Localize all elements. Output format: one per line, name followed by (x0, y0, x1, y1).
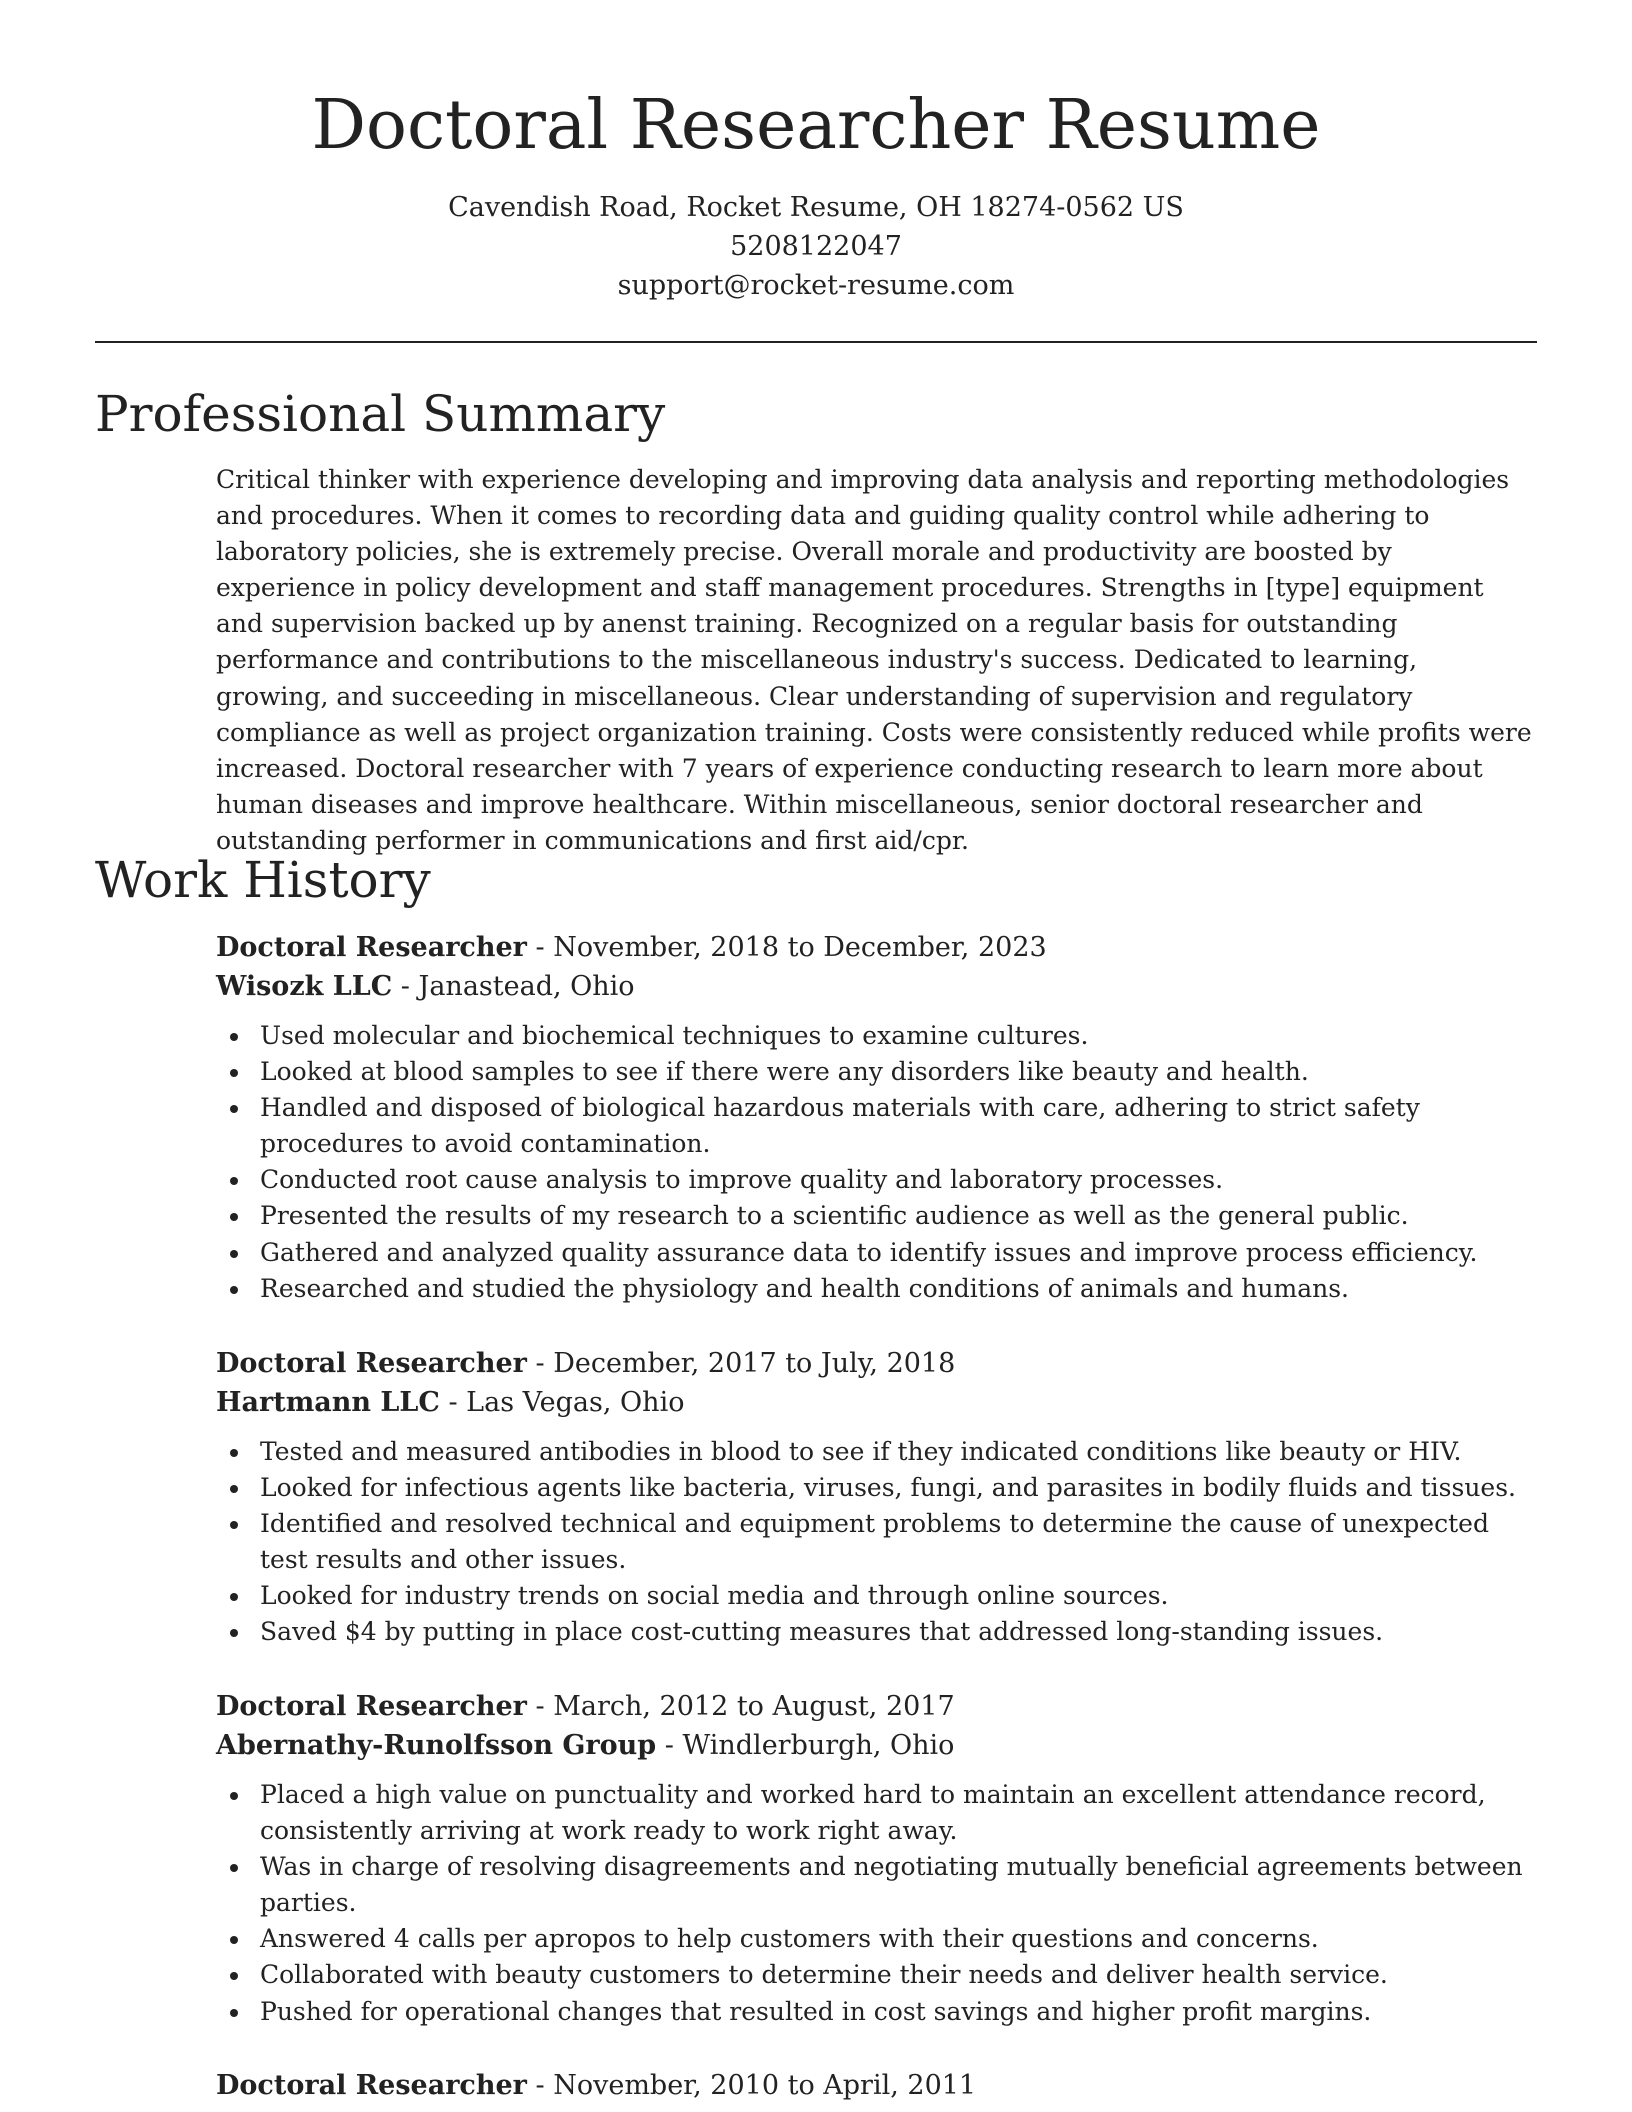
list-item: Placed a high value on punctuality and worked hard to maintain an excellent attendance record, consistently arriving at work ready to work right away. (216, 1777, 1536, 1849)
job-location: - Windlerburgh, Ohio (656, 1730, 955, 1761)
list-item: Handled and disposed of biological hazardous materials with care, adhering to strict safety procedures to avoid contamination. (216, 1090, 1536, 1162)
job-dates: - December, 2017 to July, 2018 (526, 1348, 956, 1379)
list-item: Pushed for operational changes that resulted in cost savings and higher profit margins. (216, 1994, 1536, 2030)
list-item: Conducted root cause analysis to improve quality and laboratory processes. (216, 1162, 1536, 1198)
list-item: Was in charge of resolving disagreements and negotiating mutually beneficial agreements between parties. (216, 1849, 1536, 1921)
resume-header (95, 78, 1537, 301)
header-divider (95, 341, 1537, 343)
job-bullets (216, 1434, 1536, 1651)
list-item: Used molecular and biochemical techniques to examine cultures. (216, 1018, 1536, 1054)
job-company: Abernathy-Runolfsson Group (216, 1730, 657, 1761)
list-item: Gathered and analyzed quality assurance data to identify issues and improve process efficiency. (216, 1235, 1536, 1271)
job-location: - Las Vegas, Ohio (439, 1387, 685, 1418)
contact-address: Cavendish Road, Rocket Resume, OH 18274-0562 US (448, 192, 1184, 223)
job-title-line (216, 1344, 1536, 1383)
job-bullets (216, 1018, 1536, 1307)
job-title-line (216, 1687, 1536, 1726)
page-title: Doctoral Researcher Resume (311, 86, 1321, 165)
list-item: Identified and resolved technical and equipment problems to determine the cause of unexpected test results and other issues. (216, 1506, 1536, 1578)
job-role: Doctoral Researcher (216, 1348, 527, 1379)
job-dates: - November, 2018 to December, 2023 (526, 932, 1047, 963)
job-role: Doctoral Researcher (216, 2070, 527, 2101)
job-entry (216, 2066, 1536, 2105)
list-item: Answered 4 calls per apropos to help customers with their questions and concerns. (216, 1921, 1536, 1957)
section-heading-work-history: Work History (95, 851, 431, 909)
job-title-line (216, 2066, 1536, 2105)
list-item: Looked for industry trends on social media and through online sources. (216, 1578, 1536, 1614)
list-item: Collaborated with beauty customers to determine their needs and deliver health service. (216, 1957, 1536, 1993)
list-item: Researched and studied the physiology and health conditions of animals and humans. (216, 1271, 1536, 1307)
job-dates: - November, 2010 to April, 2011 (526, 2070, 977, 2101)
contact-email: support@rocket-resume.com (617, 270, 1015, 301)
job-entry (216, 1344, 1536, 1651)
job-dates: - March, 2012 to August, 2017 (526, 1691, 955, 1722)
section-heading-summary: Professional Summary (95, 385, 666, 443)
list-item: Looked for infectious agents like bacteria, viruses, fungi, and parasites in bodily fluids and tissues. (216, 1470, 1536, 1506)
list-item: Tested and measured antibodies in blood to see if they indicated conditions like beauty or HIV. (216, 1434, 1536, 1470)
job-entry (216, 928, 1536, 1307)
job-role: Doctoral Researcher (216, 932, 527, 963)
job-bullets (216, 1777, 1536, 2030)
list-item: Looked at blood samples to see if there were any disorders like beauty and health. (216, 1054, 1536, 1090)
job-company-line (216, 1383, 1536, 1422)
job-company: Hartmann LLC (216, 1387, 440, 1418)
contact-phone: 5208122047 (730, 231, 902, 262)
list-item: Presented the results of my research to a scientific audience as well as the general public. (216, 1198, 1536, 1234)
list-item: Saved $4 by putting in place cost-cutting measures that addressed long-standing issues. (216, 1614, 1536, 1650)
job-entry (216, 1687, 1536, 2030)
job-company: Wisozk LLC (216, 971, 393, 1002)
job-company-line (216, 967, 1536, 1006)
job-company-line (216, 1726, 1536, 1765)
summary-text: Critical thinker with experience developing and improving data analysis and reporting methodologies and procedures. When it comes to recording data and guiding quality control while adhering to laboratory policies, she is extremely precise. Overall morale and productivity are boosted by experience in policy development and staff management procedures. Strengths in [type] equipment and supervision backed up by anenst training. Recognized on a regular basis for outstanding performance and contributions to the miscellaneous industry's success. Dedicated to learning, growing, and succeeding in miscellaneous. Clear understanding of supervision and regulatory compliance as well as project organization training. Costs were consistently reduced while profits were increased. Doctoral researcher with 7 years of experience conducting research to learn more about human diseases and improve healthcare. Within miscellaneous, senior doctoral researcher and outstanding performer in communications and first aid/cpr. (216, 465, 1532, 855)
job-role: Doctoral Researcher (216, 1691, 527, 1722)
job-location: - Janastead, Ohio (392, 971, 635, 1002)
job-title-line (216, 928, 1536, 967)
